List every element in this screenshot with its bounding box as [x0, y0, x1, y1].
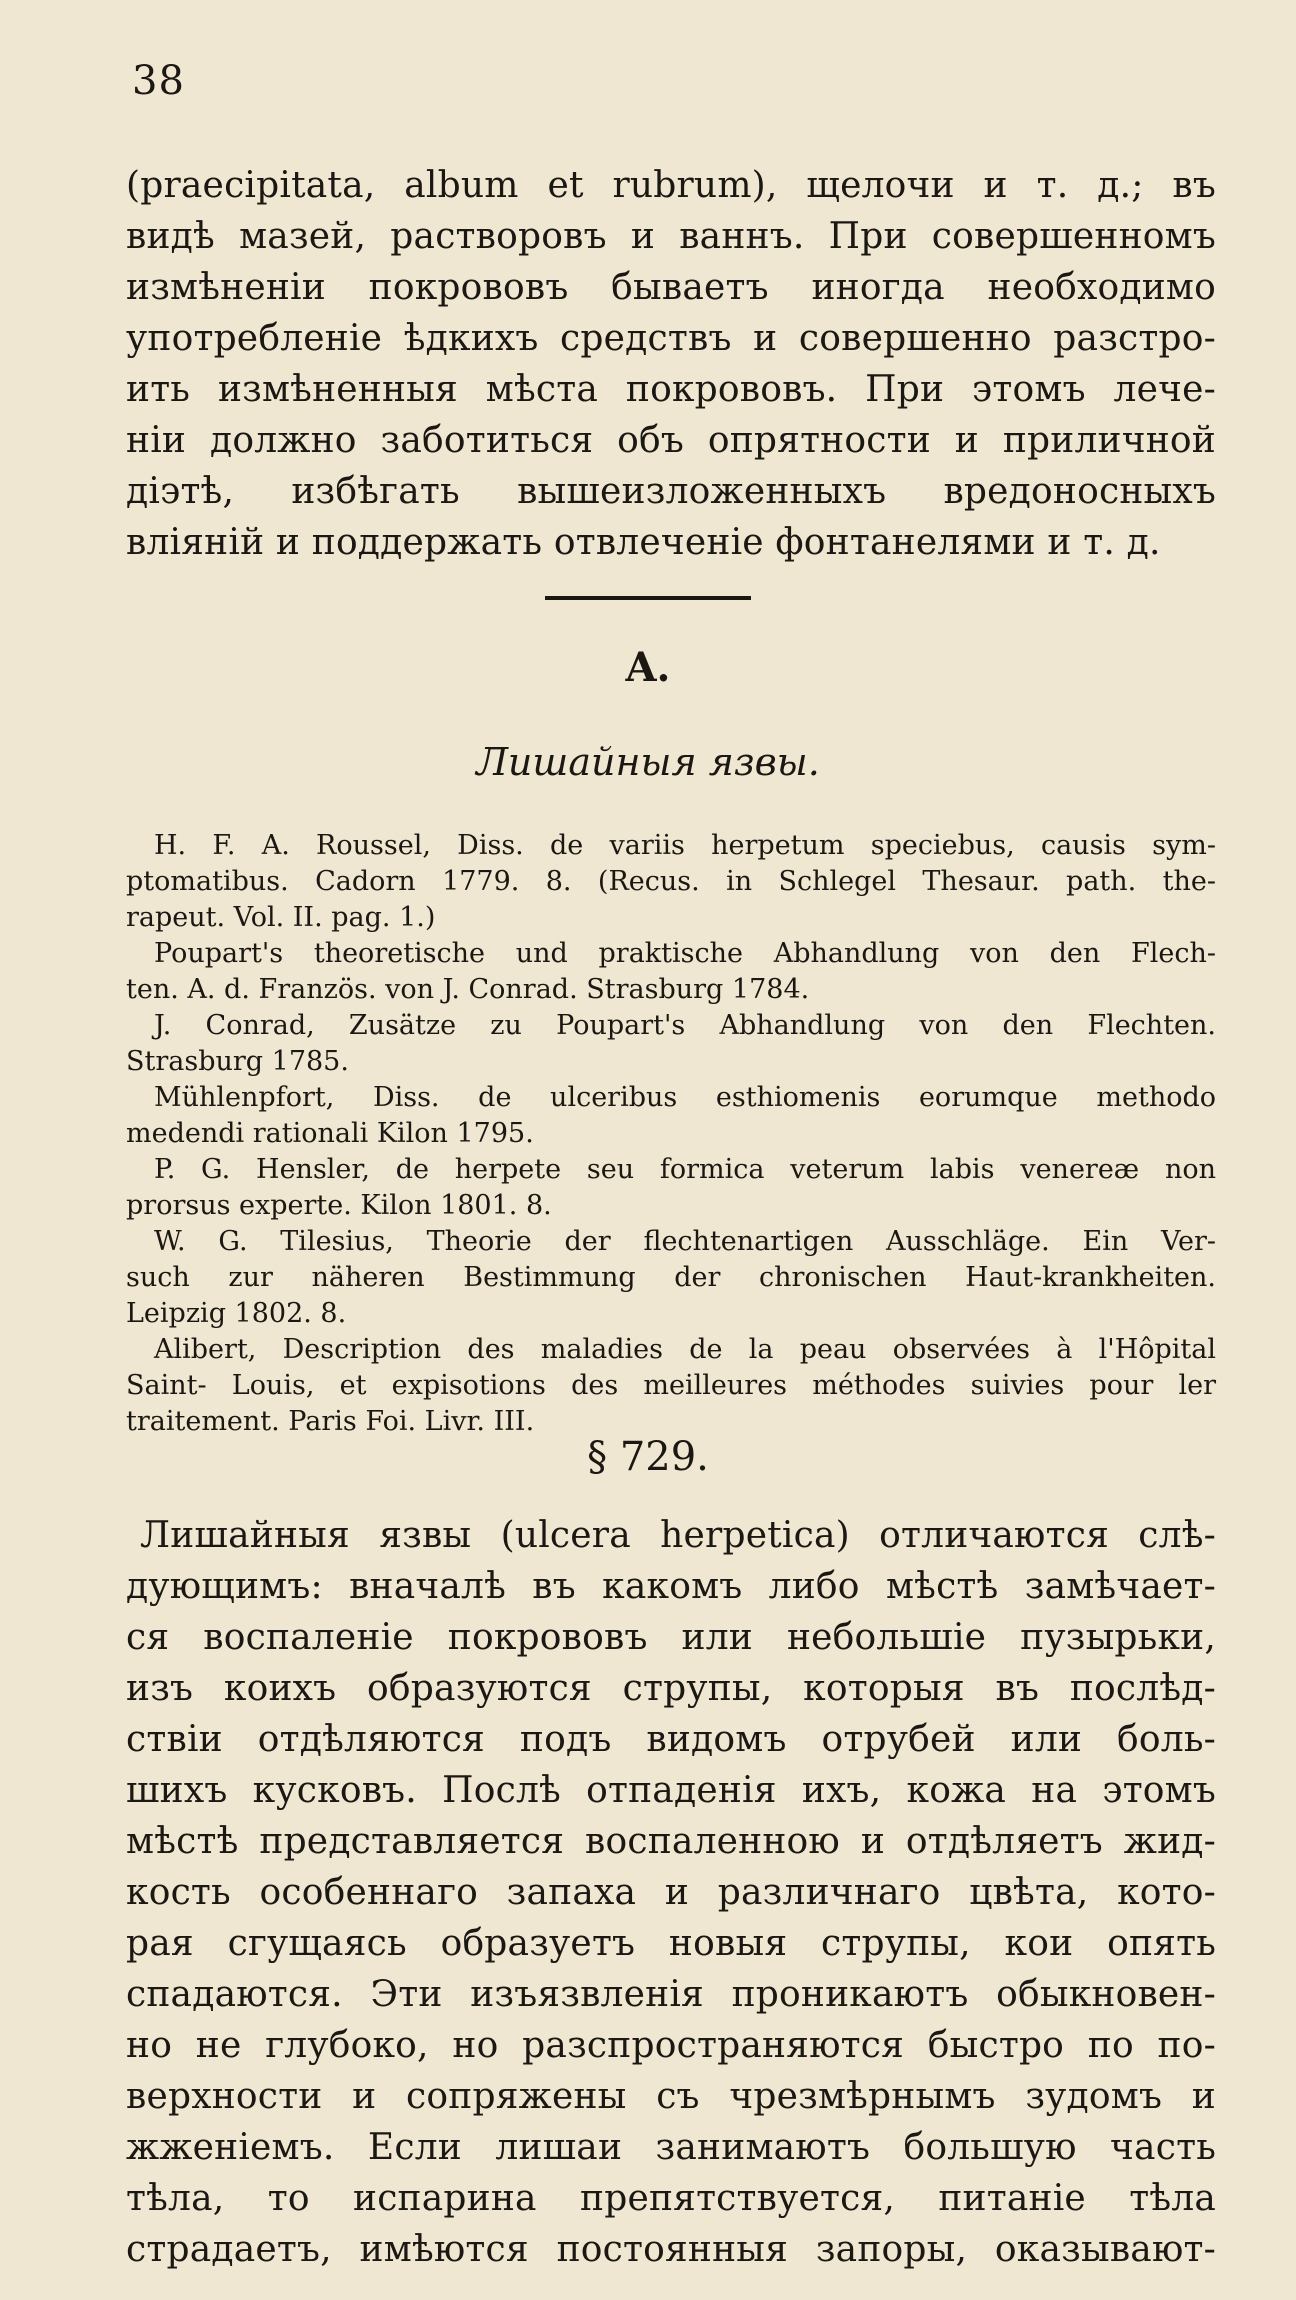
text-line: кость особеннаго запаха и различнаго цвѣта, кото- — [126, 1872, 1216, 1913]
text-line: шихъ кусковъ. Послѣ отпаденія ихъ, кожа на этомъ — [126, 1770, 1216, 1811]
main-paragraph — [126, 1510, 1216, 2275]
page-number: 38 — [132, 58, 185, 104]
bibliography-line: rapeut. Vol. II. pag. 1.) — [126, 902, 436, 933]
paragraph-number: § 729. — [587, 1434, 709, 1480]
top-paragraph — [126, 160, 1216, 568]
bibliography-line: J. Conrad, Zusätze zu Poupart's Abhandlung von den Flechten. — [154, 1010, 1216, 1041]
text-line: но не глубоко, но разспространяются быстро по по- — [126, 2025, 1216, 2066]
bibliography-line: medendi rationali Kilon 1795. — [126, 1118, 534, 1149]
bibliography-line: Alibert, Description des maladies de la peau observées à l'Hôpital — [154, 1334, 1216, 1365]
text-line: изъ коихъ образуются струпы, которыя въ послѣд- — [126, 1668, 1216, 1709]
text-line: видѣ мазей, растворовъ и ваннъ. При совершенномъ — [126, 216, 1216, 257]
text-line: ніи должно заботиться объ опрятности и приличной — [126, 420, 1216, 461]
bibliography-line: W. G. Tilesius, Theorie der flechtenartigen Ausschläge. Ein Ver- — [154, 1226, 1216, 1257]
section-letter: A. — [625, 644, 671, 691]
text-line: верхности и сопряжены съ чрезмѣрнымъ зудомъ и — [126, 2076, 1216, 2117]
bibliography-line: P. G. Hensler, de herpete seu formica veterum labis venereæ non — [154, 1154, 1216, 1185]
text-line: Лишайныя язвы (ulcera herpetica) отличаются слѣ- — [140, 1515, 1216, 1556]
bibliography-line: Mühlenpfort, Diss. de ulceribus esthiomenis eorumque methodo — [154, 1082, 1216, 1113]
bibliography — [126, 828, 1216, 1440]
bibliography-line: Saint- Louis, et expisotions des meilleures méthodes suivies pour ler — [126, 1370, 1216, 1401]
text-line: діэтѣ, избѣгать вышеизложенныхъ вредоносныхъ — [126, 471, 1216, 512]
bibliography-line: Strasburg 1785. — [126, 1046, 349, 1077]
text-line: ся воспаленіе покрововъ или небольшіе пузырьки, — [126, 1617, 1216, 1658]
section-title: Лишайныя язвы. — [476, 740, 820, 784]
text-line: измѣненіи покрововъ бываетъ иногда необходимо — [126, 267, 1216, 308]
text-line: рая сгущаясь образуетъ новыя струпы, кои опять — [126, 1923, 1216, 1964]
text-line: ствіи отдѣляются подъ видомъ отрубей или боль- — [126, 1719, 1216, 1760]
text-line: ить измѣненныя мѣста покрововъ. При этомъ лече- — [126, 369, 1216, 410]
text-line: тѣла, то испарина препятствуется, питаніе тѣла — [126, 2178, 1216, 2219]
bibliography-line: prorsus experte. Kilon 1801. 8. — [126, 1190, 552, 1221]
text-line: спадаются. Эти изъязвленія проникаютъ обыкновен- — [126, 1974, 1216, 2015]
bibliography-line: Leipzig 1802. 8. — [126, 1298, 347, 1329]
bibliography-line: H. F. A. Roussel, Diss. de variis herpetum speciebus, causis sym- — [154, 830, 1216, 861]
text-line: дующимъ: вначалѣ въ какомъ либо мѣстѣ замѣчает- — [126, 1566, 1216, 1607]
bibliography-line: traitement. Paris Foi. Livr. III. — [126, 1406, 535, 1437]
section-divider — [545, 596, 751, 600]
text-line: употребленіе ѣдкихъ средствъ и совершенно разстро- — [126, 318, 1216, 359]
bibliography-line: Poupart's theoretische und praktische Abhandlung von den Flech- — [154, 938, 1216, 969]
bibliography-line: ptomatibus. Cadorn 1779. 8. (Recus. in Schlegel Thesaur. path. the- — [126, 866, 1216, 897]
bibliography-line: ten. A. d. Französ. von J. Conrad. Strasburg 1784. — [126, 974, 810, 1005]
text-line: страдаетъ, имѣются постоянныя запоры, оказывают- — [126, 2229, 1216, 2270]
text-line: жженіемъ. Если лишаи занимаютъ большую часть — [126, 2127, 1216, 2168]
text-line: мѣстѣ представляется воспаленною и отдѣляетъ жид- — [126, 1821, 1216, 1862]
bibliography-line: such zur näheren Bestimmung der chronischen Haut-krankheiten. — [126, 1262, 1216, 1293]
text-line: вліяній и поддержать отвлеченіе фонтанелями и т. д. — [126, 522, 1161, 563]
text-line: (praecipitata, album et rubrum), щелочи и т. д.; въ — [126, 165, 1216, 206]
